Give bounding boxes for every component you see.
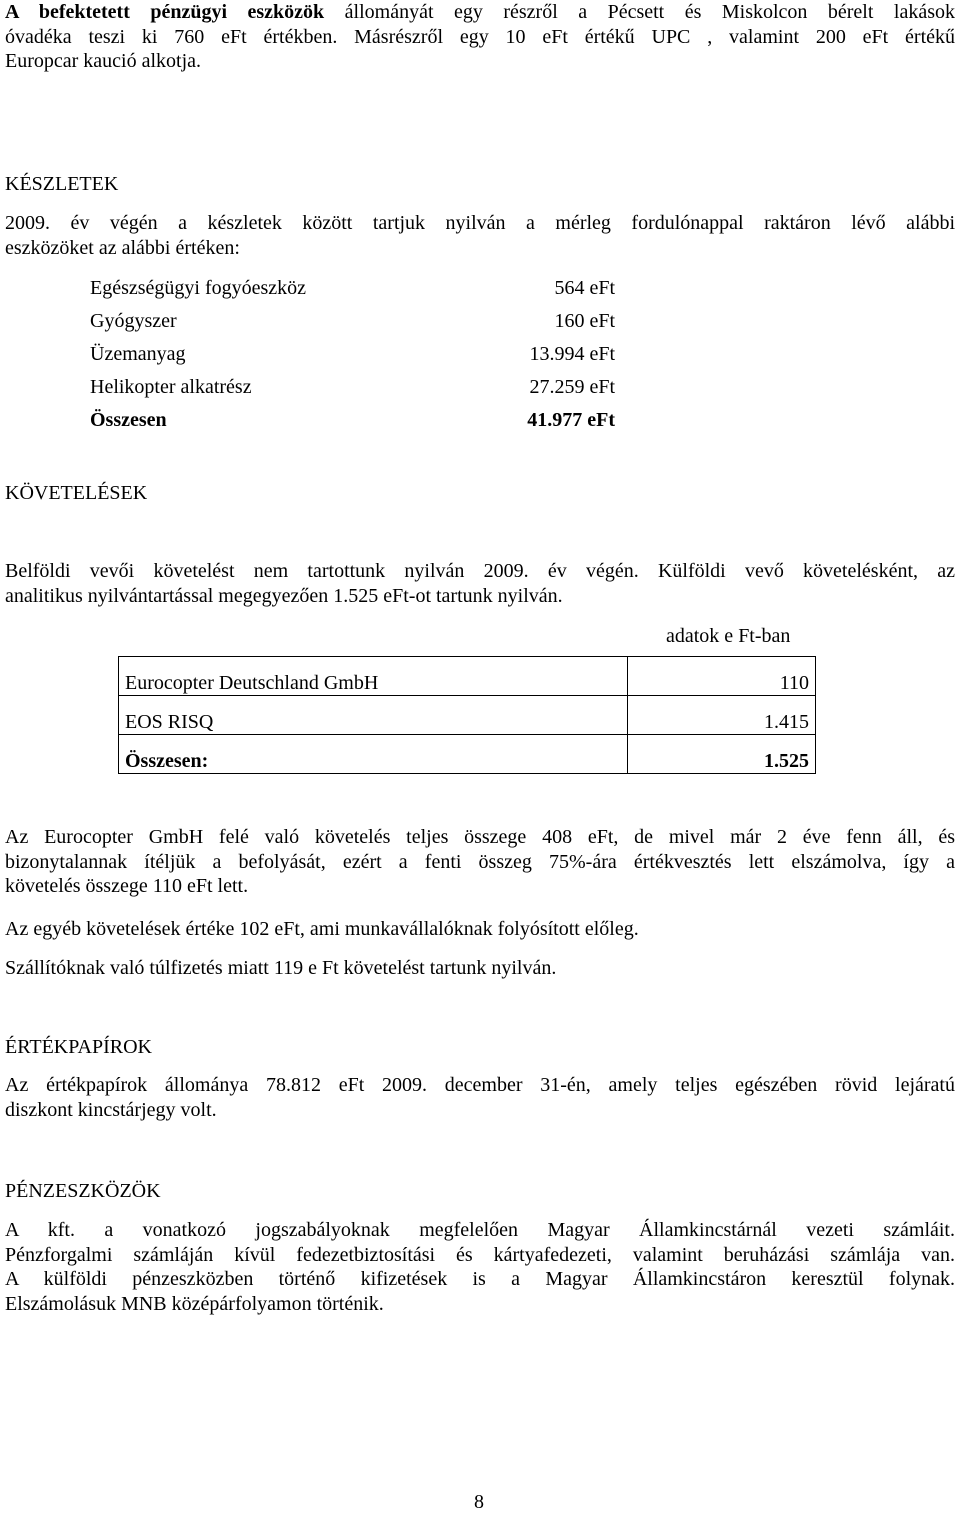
eurocopter-line-2: bizonytalannak ítéljük a befolyását, ezért a fenti összeg 75%-ára értékvesztés lett elszámolva, így a: [5, 850, 955, 873]
penzeszkozok-line-3: A külföldi pénzeszközben történő kifizetések is a Magyar Államkincstáron keresztül folynak.: [5, 1268, 955, 1290]
kovetelesek-paragraph: [5, 559, 955, 608]
table-cell-value: 1.415: [628, 696, 816, 735]
unit-note: adatok e Ft-ban: [666, 625, 791, 647]
intro-paragraph: [5, 0, 955, 74]
keszletek-line-1: 2009. év végén a készletek között tartjuk nyilván a mérleg fordulónappal raktáron lévő alábbi: [5, 212, 955, 234]
section-heading-keszletek: KÉSZLETEK: [5, 173, 119, 195]
section-heading-ertekpapirok: ÉRTÉKPAPÍROK: [5, 1036, 152, 1058]
table-cell-name: Eurocopter Deutschland GmbH: [119, 657, 628, 696]
list-item: Gyógyszer 160 eFt: [90, 310, 615, 332]
kovetelesek-line-2: analitikus nyilvántartással megegyezően 1.525 eFt-ot tartunk nyilván.: [5, 584, 563, 607]
list-item: Egészségügyi fogyóeszköz 564 eFt: [90, 277, 615, 299]
intro-line-3: Europcar kaució alkotja.: [5, 50, 202, 72]
list-item: Helikopter alkatrész 27.259 eFt: [90, 376, 615, 398]
penzeszkozok-line-4: Elszámolásuk MNB középárfolyamon történik.: [5, 1292, 384, 1315]
section-heading-kovetelesek: KÖVETELÉSEK: [5, 482, 148, 504]
inventory-list: [90, 276, 630, 441]
eurocopter-line-3: követelés összege 110 eFt lett.: [5, 875, 249, 897]
table-row: [119, 696, 816, 735]
page-number: 8: [474, 1491, 484, 1513]
table-cell-value: 1.525: [628, 735, 816, 774]
list-item: Üzemanyag 13.994 eFt: [90, 343, 615, 365]
table-cell-name: EOS RISQ: [119, 696, 628, 735]
inventory-total: Összesen 41.977 eFt: [90, 409, 615, 431]
table-cell-name: Összesen:: [119, 735, 628, 774]
table-cell-value: 110: [628, 657, 816, 696]
szallitok-paragraph: Szállítóknak való túlfizetés miatt 119 e Ft követelést tartunk nyilván.: [5, 957, 557, 979]
ertekpapirok-paragraph: [5, 1073, 955, 1122]
ertekpapirok-line-1: Az értékpapírok állománya 78.812 eFt 2009. december 31-én, amely teljes egészében rövid lejáratú: [5, 1074, 955, 1096]
table-row: [119, 657, 816, 696]
receivables-table: [118, 656, 816, 774]
egyeb-paragraph: Az egyéb követelések értéke 102 eFt, ami munkavállalóknak folyósított előleg.: [5, 918, 639, 940]
intro-line-1: A befektetett pénzügyi eszközök állományát egy részről a Pécsett és Miskolcon bérelt lakások: [5, 1, 955, 23]
intro-line-2: óvadéka teszi ki 760 eFt értékben. Másrészről egy 10 eFt értékű UPC , valamint 200 eFt értékű: [5, 25, 955, 48]
penzeszkozok-line-1: A kft. a vonatkozó jogszabályoknak megfelelően Magyar Államkincstárnál vezeti számláit.: [5, 1219, 955, 1241]
eurocopter-paragraph: [5, 825, 955, 899]
keszletek-line-2: eszközöket az alábbi értéken:: [5, 236, 240, 259]
section-heading-penzeszkozok: PÉNZESZKÖZÖK: [5, 1180, 161, 1202]
keszletek-paragraph: [5, 211, 955, 260]
penzeszkozok-paragraph: [5, 1218, 955, 1316]
eurocopter-line-1: Az Eurocopter GmbH felé való követelés teljes összege 408 eFt, de mivel már 2 éve fenn áll, és: [5, 826, 955, 848]
table-total-row: [119, 735, 816, 774]
intro-bold-lead: A befektetett pénzügyi eszközök: [5, 1, 325, 23]
penzeszkozok-line-2: Pénzforgalmi számláján kívül fedezetbiztosítási és kártyafedezeti, valamint beruházási számlája van.: [5, 1243, 955, 1266]
kovetelesek-line-1: Belföldi vevői követelést nem tartottunk nyilván 2009. év végén. Külföldi vevő követelésként, az: [5, 560, 955, 582]
ertekpapirok-line-2: diszkont kincstárjegy volt.: [5, 1098, 217, 1121]
